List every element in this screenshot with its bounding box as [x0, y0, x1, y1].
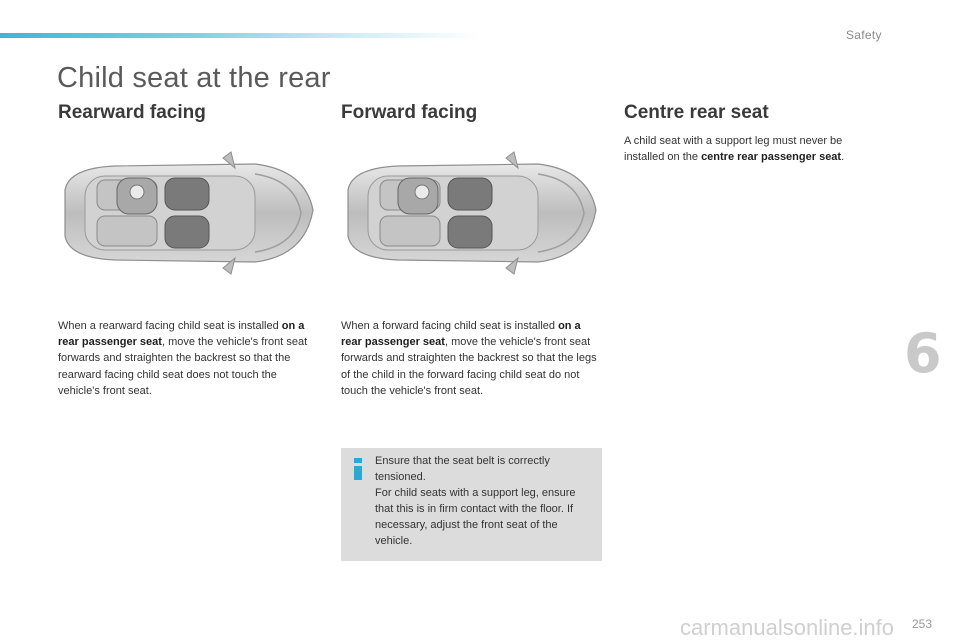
- heading-forward-facing: Forward facing: [341, 102, 478, 123]
- accent-bar: [0, 33, 480, 38]
- info-icon: [351, 458, 365, 480]
- forward-facing-text: When a forward facing child seat is installed on a rear passenger seat, move the vehicle's front seat forwards and straighten the backrest so that the legs of the child in the forward facing child seat do not touch the vehicle's front seat.: [341, 320, 597, 397]
- info-box: [341, 448, 602, 561]
- rearward-facing-text: When a rearward facing child seat is installed on a rear passenger seat, move the vehicle's front seat forwards and straighten the backrest so that the rearward facing child seat does not touch the vehicle's front seat.: [58, 320, 308, 397]
- info-line-belt: Ensure that the seat belt is correctly tensioned.: [375, 455, 550, 483]
- car-forward-seat-illustration: [338, 150, 600, 276]
- page-number: 253: [912, 617, 933, 631]
- info-text: [375, 453, 590, 549]
- heading-centre-rear-seat: Centre rear seat: [624, 102, 769, 123]
- car-rearward-seat-illustration: [55, 150, 317, 276]
- page-title: Child seat at the rear: [57, 62, 331, 94]
- section-label: Safety: [846, 28, 882, 42]
- heading-rearward-facing: Rearward facing: [58, 102, 206, 123]
- watermark: carmanualsonline.info: [680, 615, 895, 640]
- chapter-number: 6: [904, 322, 942, 385]
- info-line-support-leg: For child seats with a support leg, ensure that this is in firm contact with the floor. If necessary, adjust the front seat of the vehicle.: [375, 487, 576, 547]
- centre-rear-seat-text: A child seat with a support leg must never be installed on the centre rear passenger seat.: [624, 135, 845, 164]
